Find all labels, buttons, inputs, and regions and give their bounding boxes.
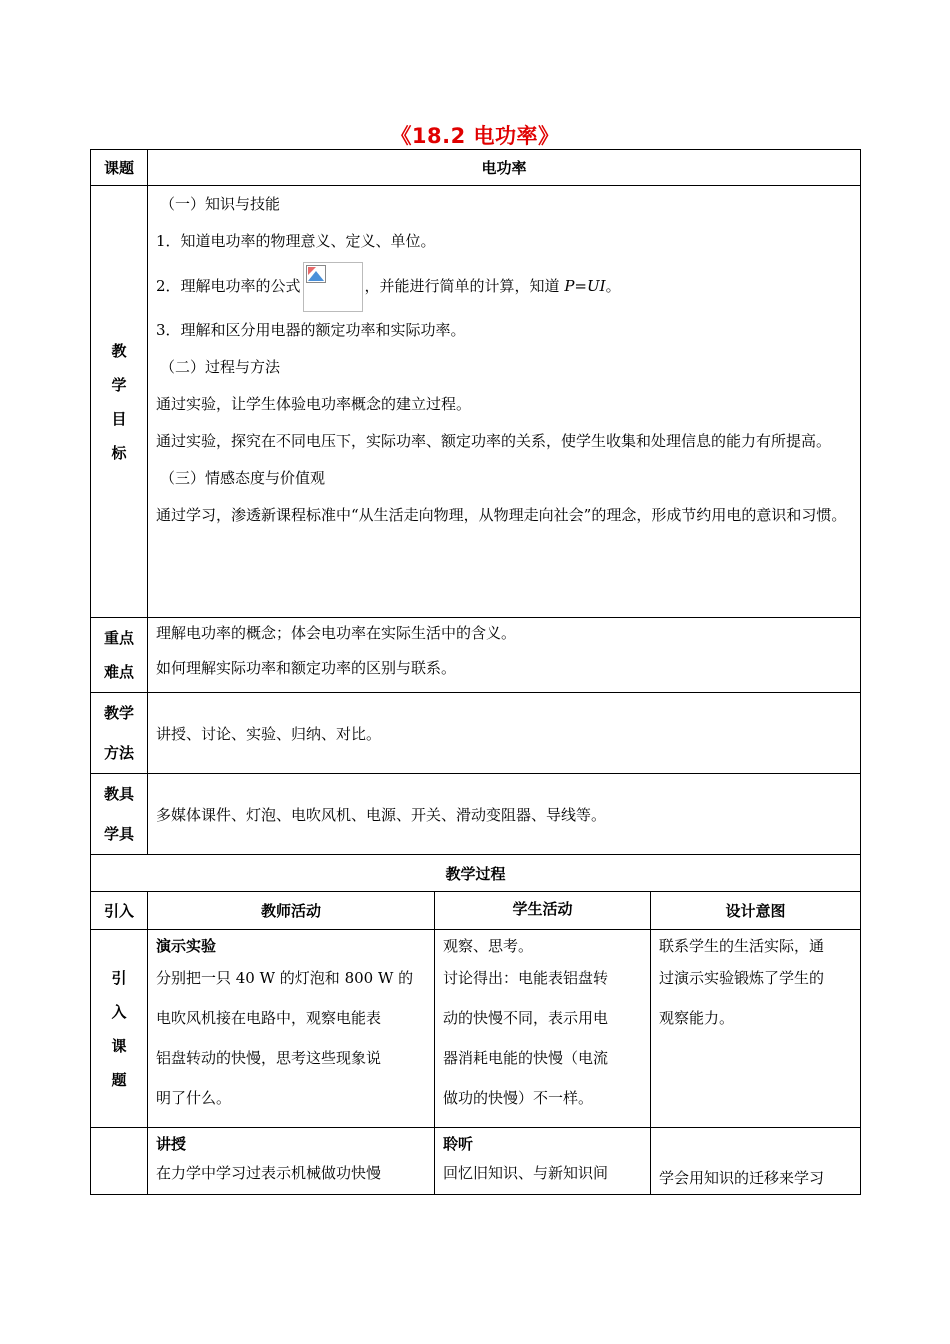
process-1: 通过实验，让学生体验电功率概念的建立过程。 bbox=[156, 395, 472, 413]
header-student: 学生活动 bbox=[435, 892, 651, 930]
topic-label: 课题 bbox=[91, 150, 148, 186]
formula-text: P=UI bbox=[564, 277, 606, 295]
header-design: 设计意图 bbox=[651, 892, 861, 930]
lesson-plan-table bbox=[90, 149, 861, 1195]
process-title: 教学过程 bbox=[91, 855, 861, 892]
objective-2: 2．理解电功率的公式 ，并能进行简单的计算，知道 P=UI。 bbox=[156, 260, 852, 312]
keypoints-row bbox=[91, 618, 861, 693]
intro-teacher-heading: 演示实验 bbox=[156, 937, 217, 955]
intro-design: 联系学生的生活实际，通 过演示实验锻炼了学生的 观察能力。 bbox=[651, 930, 861, 1128]
lecture-student: 聆听 回忆旧知识、与新知识间 bbox=[435, 1128, 651, 1195]
header-intro: 引入 bbox=[91, 892, 148, 930]
intro-teacher: 演示实验 分别把一只 40 W 的灯泡和 800 W 的 电吹风机接在电路中，观察电能表 铝盘转动的快慢，思考这些现象说 明了什么。 bbox=[148, 930, 435, 1128]
keypoints-content bbox=[148, 618, 861, 693]
section-process-heading: （二）过程与方法 bbox=[160, 358, 281, 376]
broken-image-icon bbox=[306, 265, 326, 283]
intro-label: 引 入 课 题 bbox=[91, 930, 148, 1128]
topic-value: 电功率 bbox=[148, 150, 861, 186]
process-2: 通过实验，探究在不同电压下，实际功率、额定功率的关系，使学生收集和处理信息的能力有所提高。 bbox=[156, 432, 832, 450]
tools-value: 多媒体课件、灯泡、电吹风机、电源、开关、滑动变阻器、导线等。 bbox=[148, 774, 861, 855]
process-header-row bbox=[91, 892, 861, 930]
header-teacher: 教师活动 bbox=[148, 892, 435, 930]
objectives-content bbox=[148, 186, 861, 618]
lecture-student-heading: 聆听 bbox=[443, 1135, 474, 1153]
keypoint-2: 如何理解实际功率和额定功率的区别与联系。 bbox=[156, 659, 457, 677]
formula-image bbox=[303, 262, 363, 312]
lecture-row bbox=[91, 1128, 861, 1195]
attitude-1: 通过学习，渗透新课程标准中“从生活走向物理，从物理走向社会”的理念，形成节约用电的意识和习惯。 bbox=[156, 506, 847, 524]
tools-row bbox=[91, 774, 861, 855]
objectives-row bbox=[91, 186, 861, 618]
tools-label: 教具 学具 bbox=[91, 774, 148, 855]
objective-3: 3．理解和区分用电器的额定功率和实际功率。 bbox=[156, 321, 466, 339]
topic-row bbox=[91, 150, 861, 186]
section-attitude-heading: （三）情感态度与价值观 bbox=[160, 469, 326, 487]
objective-1: 1．知道电功率的物理意义、定义、单位。 bbox=[156, 232, 436, 250]
process-title-row bbox=[91, 855, 861, 892]
intro-student: 观察、思考。 讨论得出：电能表铝盘转 动的快慢不同，表示用电 器消耗电能的快慢（电流 做功的快慢）不一样。 bbox=[435, 930, 651, 1128]
keypoint-1: 理解电功率的概念；体会电功率在实际生活中的含义。 bbox=[156, 624, 517, 642]
document-title: 《18.2 电功率》 bbox=[390, 124, 560, 148]
lecture-design: 学会用知识的迁移来学习 bbox=[651, 1128, 861, 1195]
intro-row bbox=[91, 930, 861, 1128]
method-value: 讲授、讨论、实验、归纳、对比。 bbox=[148, 693, 861, 774]
lecture-label bbox=[91, 1128, 148, 1195]
lecture-teacher-heading: 讲授 bbox=[156, 1135, 187, 1153]
section-knowledge-heading: （一）知识与技能 bbox=[160, 195, 281, 213]
method-label: 教学 方法 bbox=[91, 693, 148, 774]
objectives-label: 教 学 目 标 bbox=[91, 186, 148, 618]
lecture-teacher: 讲授 在力学中学习过表示机械做功快慢 bbox=[148, 1128, 435, 1195]
keypoints-label: 重点 难点 bbox=[91, 618, 148, 693]
method-row bbox=[91, 693, 861, 774]
